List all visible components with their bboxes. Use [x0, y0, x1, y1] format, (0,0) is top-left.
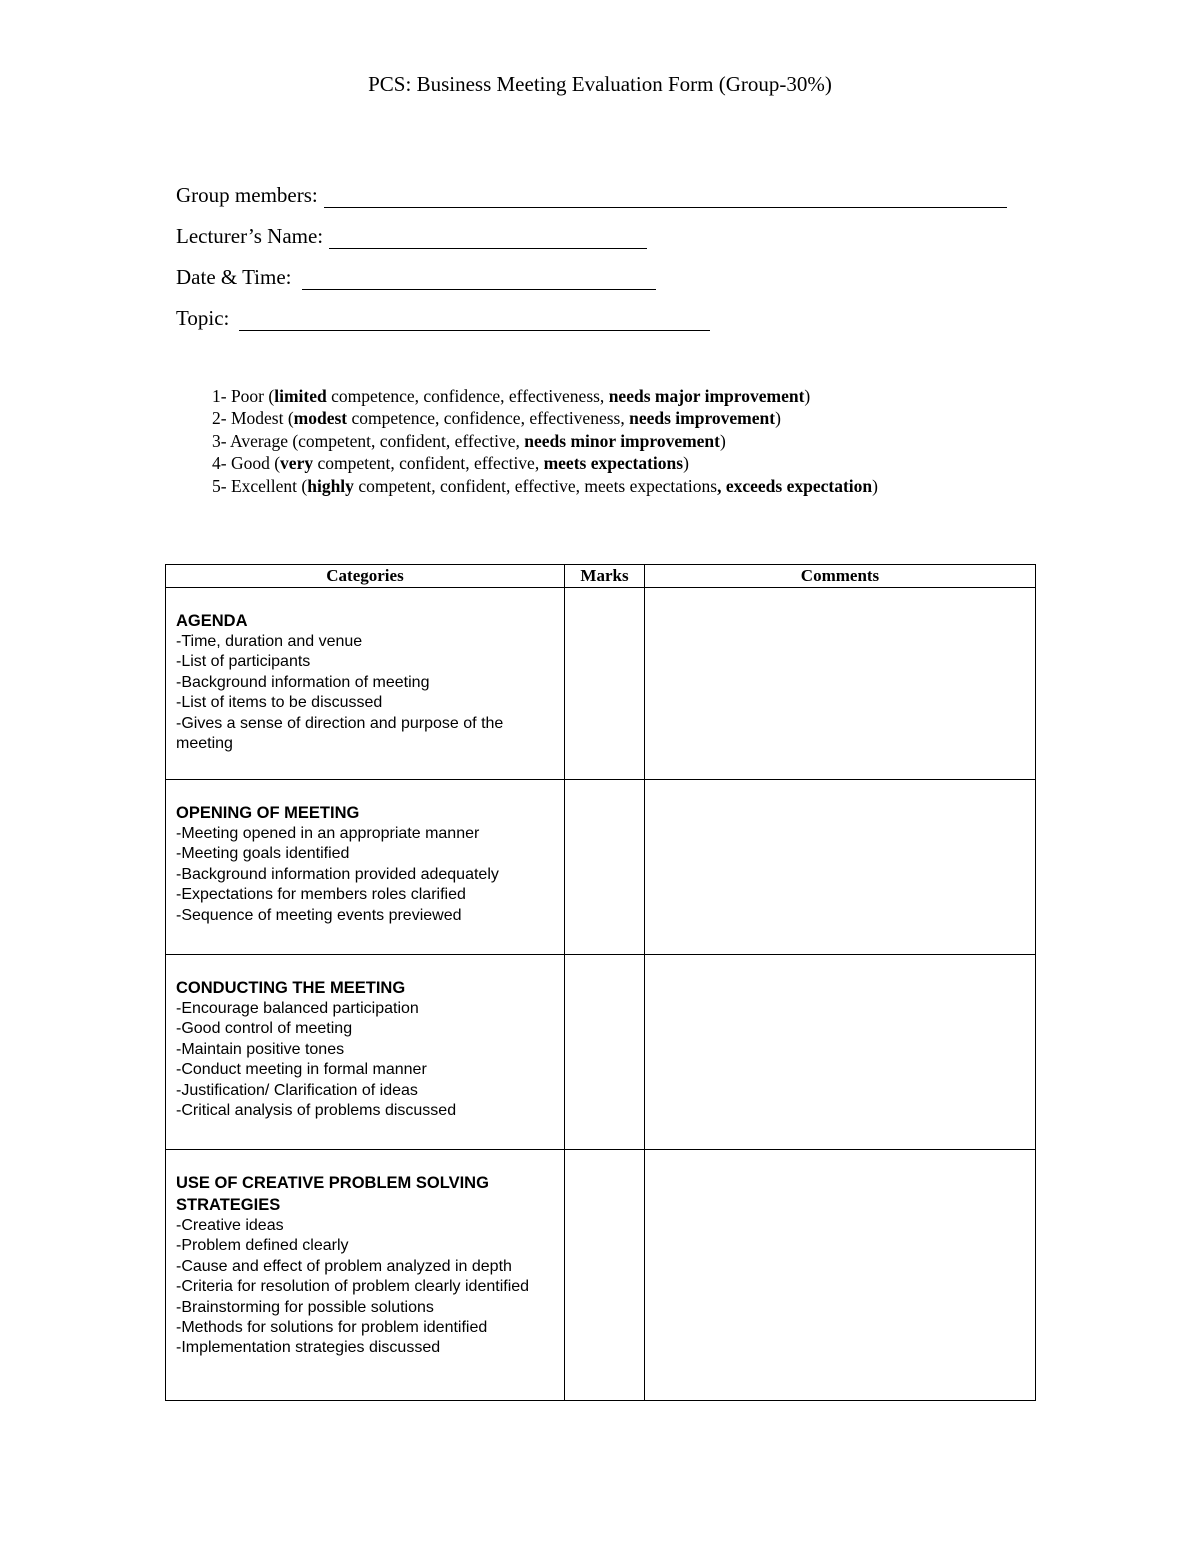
scale-item: 3- Average (competent, confident, effective, needs minor improvement): [212, 430, 726, 451]
rating-scale: [212, 385, 878, 497]
page-title: PCS: Business Meeting Evaluation Form (Group-30%): [368, 72, 832, 96]
scale-item: 5- Excellent (highly competent, confident, effective, meets expectations, exceeds expectation): [212, 475, 878, 496]
evaluation-table: [165, 564, 1036, 1401]
table-row: [166, 1150, 1036, 1401]
category-heading: USE OF CREATIVE PROBLEM SOLVING STRATEGIES: [176, 1174, 489, 1214]
category-item: -Conduct meeting in formal manner: [176, 1061, 427, 1079]
category-cell: [166, 955, 565, 1150]
group-members-line[interactable]: [324, 189, 1007, 208]
group-members-label: Group members:: [176, 183, 318, 207]
category-heading: CONDUCTING THE MEETING: [176, 979, 406, 997]
comments-cell[interactable]: [645, 955, 1036, 1150]
date-time-label: Date & Time:: [176, 265, 292, 289]
category-item: -Background information of meeting: [176, 673, 430, 691]
category-item: -Encourage balanced participation: [176, 1000, 419, 1017]
category-item: -Criteria for resolution of problem clearly identified: [176, 1278, 530, 1296]
category-item: -Maintain positive tones: [176, 1040, 345, 1058]
table-row: [166, 955, 1036, 1150]
category-heading: OPENING OF MEETING: [176, 804, 360, 822]
category-item: -Cause and effect of problem analyzed in depth: [176, 1257, 512, 1275]
category-item: -Expectations for members roles clarified: [176, 886, 466, 904]
category-item: -Meeting goals identified: [176, 845, 350, 863]
marks-header: Marks: [565, 565, 645, 588]
comments-header: Comments: [645, 565, 1036, 588]
scale-item: 2- Modest (modest competence, confidence, effectiveness, needs improvement): [212, 408, 781, 429]
category-item: -Good control of meeting: [176, 1020, 353, 1038]
topic-line[interactable]: [239, 312, 710, 331]
category-item: -List of items to be discussed: [176, 694, 383, 712]
category-item: -Critical analysis of problems discussed: [176, 1102, 457, 1120]
category-cell: [166, 1150, 565, 1401]
category-item: -Justification/ Clarification of ideas: [176, 1081, 418, 1099]
topic-field[interactable]: [176, 306, 710, 331]
lecturer-name-line[interactable]: [329, 230, 647, 249]
category-item: -List of participants: [176, 653, 311, 671]
category-item: -Methods for solutions for problem identified: [176, 1319, 488, 1337]
categories-header: Categories: [166, 565, 565, 588]
category-item: -Brainstorming for possible solutions: [176, 1298, 434, 1316]
table-row: [166, 780, 1036, 955]
date-time-line[interactable]: [302, 271, 656, 290]
marks-cell[interactable]: [565, 588, 645, 780]
scale-item: 4- Good (very competent, confident, effective, meets expectations): [212, 453, 689, 474]
category-item: -Sequence of meeting events previewed: [176, 906, 462, 924]
category-item: -Problem defined clearly: [176, 1237, 349, 1255]
topic-label: Topic:: [176, 306, 230, 330]
table-header-row: [166, 565, 1036, 588]
category-item: -Implementation strategies discussed: [176, 1339, 441, 1357]
category-heading: AGENDA: [176, 612, 248, 630]
category-item: -Time, duration and venue: [176, 633, 363, 650]
scale-item: 1- Poor (limited competence, confidence, effectiveness, needs major improvement): [212, 386, 811, 406]
marks-cell[interactable]: [565, 780, 645, 955]
date-time-field[interactable]: [176, 265, 656, 290]
comments-cell[interactable]: [645, 588, 1036, 780]
category-item: -Background information provided adequately: [176, 865, 499, 883]
category-item: -Gives a sense of direction and purpose of the meeting: [176, 714, 504, 753]
category-item: -Creative ideas: [176, 1217, 284, 1234]
marks-cell[interactable]: [565, 955, 645, 1150]
category-item: -Meeting opened in an appropriate manner: [176, 825, 480, 842]
lecturer-name-field[interactable]: [176, 224, 647, 249]
comments-cell[interactable]: [645, 780, 1036, 955]
comments-cell[interactable]: [645, 1150, 1036, 1401]
category-cell: [166, 780, 565, 955]
marks-cell[interactable]: [565, 1150, 645, 1401]
lecturer-name-label: Lecturer’s Name:: [176, 224, 324, 248]
table-row: [166, 588, 1036, 780]
group-members-field[interactable]: [176, 183, 1007, 208]
category-cell: [166, 588, 565, 780]
